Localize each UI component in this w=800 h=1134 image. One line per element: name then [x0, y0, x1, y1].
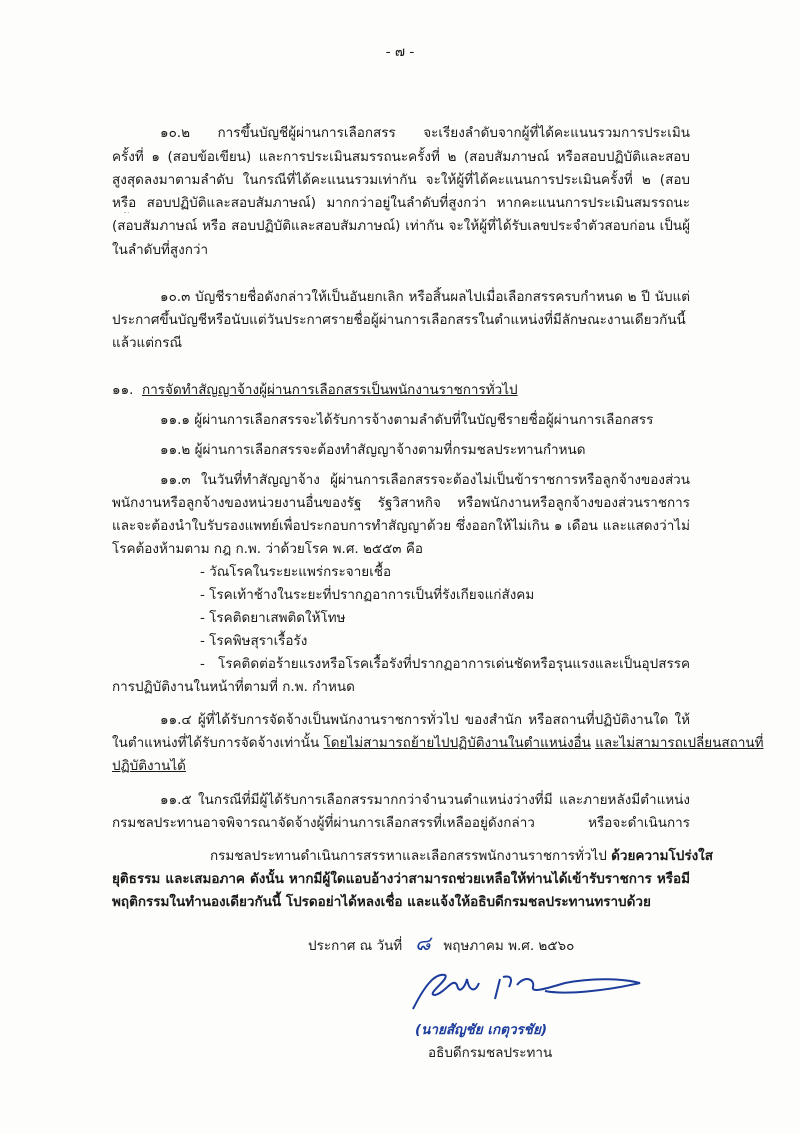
para-10-3-line: ประกาศขึ้นบัญชีหรือนับแต่วันประกาศรายชื่อผู้ผ่านการเลือกสรรในตำแหน่งที่มีลักษณะงานเดียวกันนี้ — [112, 312, 686, 328]
closing-line — [210, 846, 713, 866]
para-11-5-line: ๑๑.๕ ในกรณีที่มีผู้ได้รับการเลือกสรรมากกว่าจำนวนตำแหน่งว่างที่มี และภายหลังมีตำแหน่ง — [160, 792, 690, 808]
para-11-2: ๑๑.๒ ผู้ผ่านการเลือกสรรจะต้องทำสัญญาจ้างตามที่กรมชลประทานกำหนด — [160, 442, 586, 458]
para-10-3-line: ๑๐.๓ บัญชีรายชื่อดังกล่าวให้เป็นอันยกเลิก หรือสิ้นผลไปเมื่อเลือกสรรครบกำหนด ๒ ปี นับแต่ — [160, 289, 690, 305]
para-10-3-line: แล้วแต่กรณี — [112, 335, 182, 351]
para-10-2-line: (สอบสัมภาษณ์ หรือ สอบปฏิบัติและสอบสัมภาษณ์) เท่ากัน จะให้ผู้ที่ได้รับเลขประจำตัวสอบก่อน เป็นผู้ — [112, 218, 690, 234]
signatory-name: (นายสัญชัย เกตุวรชัย) — [415, 1022, 548, 1038]
section-title: การจัดทำสัญญาจ้างผู้ผ่านการเลือกสรรเป็นพนักงานราชการทั่วไป — [142, 382, 518, 398]
disease-tail: การปฏิบัติงานในหน้าที่ตามที่ ก.พ. กำหนด — [112, 679, 355, 695]
disease-item: - โรคติดต่อร้ายแรงหรือโรคเรื้อรังที่ปรากฏอาการเด่นชัดหรือรุนแรงและเป็นอุปสรรค — [200, 656, 690, 672]
para-11-3-line: พนักงานหรือลูกจ้างของหน่วยงานอื่นของรัฐ รัฐวิสาหกิจ หรือพนักงานหรือลูกจ้างของส่วนราชการ — [112, 495, 690, 511]
disease-item: - วัณโรคในระยะแพร่กระจายเชื้อ — [200, 564, 392, 580]
para-10-2-line: ครั้งที่ ๑ (สอบข้อเขียน) และการประเมินสมรรถนะครั้งที่ ๒ (สอบสัมภาษณ์ หรือสอบปฏิบัติและสอบ — [112, 149, 690, 165]
para-10-2-line: ๑๐.๒ การขึ้นบัญชีผู้ผ่านการเลือกสรร จะเรียงลำดับจากผู้ที่ได้คะแนนรวมการประเมิน — [160, 125, 690, 141]
para-10-2-line: สูงสุดลงมาตามลำดับ ในกรณีที่ได้คะแนนรวมเท่ากัน จะให้ผู้ที่ได้คะแนนการประเมินครั้งที่ ๒ (สอบ — [112, 172, 690, 188]
underlined-text: โดยไม่สามารถย้ายไปปฏิบัติงานในตำแหน่งอื่น — [323, 735, 591, 751]
para-11-4-line: ๑๑.๔ ผู้ที่ได้รับการจัดจ้างเป็นพนักงานราชการทั่วไป ของสำนัก หรือสถานที่ปฏิบัติงานใด ให้ — [160, 712, 690, 728]
closing-line: พฤติกรรมในทำนองเดียวกันนี้ โปรดอย่าได้หลงเชื่อ และแจ้งให้อธิบดีกรมชลประทานทราบด้วย — [112, 894, 651, 910]
para-11-1: ๑๑.๑ ผู้ผ่านการเลือกสรรจะได้รับการจ้างตามลำดับที่ในบัญชีรายชื่อผู้ผ่านการเลือกสรร — [160, 412, 654, 428]
section-11-heading — [112, 380, 690, 400]
signature — [405, 965, 650, 1015]
date-prefix: ประกาศ ณ วันที่ — [308, 938, 403, 954]
date-day: ๘ — [415, 931, 431, 955]
para-10-2-line: ในลำดับที่สูงกว่า — [112, 242, 209, 258]
para-11-3-line: โรคต้องห้ามตาม กฎ ก.พ. ว่าด้วยโรค พ.ศ. ๒๕๕๓ คือ — [112, 541, 423, 557]
section-number: ๑๑. — [112, 382, 134, 398]
plain-text: กรมชลประทานดำเนินการสรรหาและเลือกสรรพนักงานราชการทั่วไป — [210, 848, 607, 864]
para-10-2-line: หรือ สอบปฏิบัติและสอบสัมภาษณ์) มากกว่าอยู่ในลำดับที่สูงกว่า หากคะแนนการประเมินสมรรถนะ — [112, 195, 690, 211]
signatory-title: อธิบดีกรมชลประทาน — [428, 1045, 553, 1061]
closing-line: ยุติธรรม และเสมอภาค ดังนั้น หากมีผู้ใดแอบอ้างว่าสามารถช่วยเหลือให้ท่านได้เข้ารับราชการ หรือมี — [112, 871, 690, 887]
page-number: - ๗ - — [385, 44, 415, 60]
underlined-text: และไม่สามารถเปลี่ยนสถานที่ — [595, 735, 764, 751]
para-11-3-line: ๑๑.๓ ในวันที่ทำสัญญาจ้าง ผู้ผ่านการเลือกสรรจะต้องไม่เป็นข้าราชการหรือลูกจ้างของส่วน — [160, 472, 690, 488]
date-month-year: พฤษภาคม พ.ศ. ๒๕๖๐ — [443, 938, 575, 954]
para-11-3-line: และจะต้องนำใบรับรองแพทย์เพื่อประกอบการทำสัญญาด้วย ซึ่งออกให้ไม่เกิน ๑ เดือน และแสดงว่าไม่ — [112, 518, 690, 534]
disease-item: - โรคติดยาเสพติดให้โทษ — [200, 610, 346, 626]
announcement-date — [308, 933, 574, 953]
plain-text: ในตำแหน่งที่ได้รับการจัดจ้างเท่านั้น — [112, 735, 320, 751]
bold-text: ด้วยความโปร่งใส — [611, 848, 713, 864]
para-11-4-line — [112, 733, 764, 753]
disease-item: - โรคพิษสุราเรื้อรัง — [200, 633, 308, 649]
para-11-5-line: กรมชลประทานอาจพิจารณาจัดจ้างผู้ที่ผ่านการเลือกสรรที่เหลืออยู่ดังกล่าว หรือจะดำเนินการ — [112, 815, 690, 831]
para-11-4-line: ปฏิบัติงานได้ — [112, 758, 186, 774]
disease-item: - โรคเท้าช้างในระยะที่ปรากฏอาการเป็นที่รังเกียจแก่สังคม — [200, 587, 535, 603]
